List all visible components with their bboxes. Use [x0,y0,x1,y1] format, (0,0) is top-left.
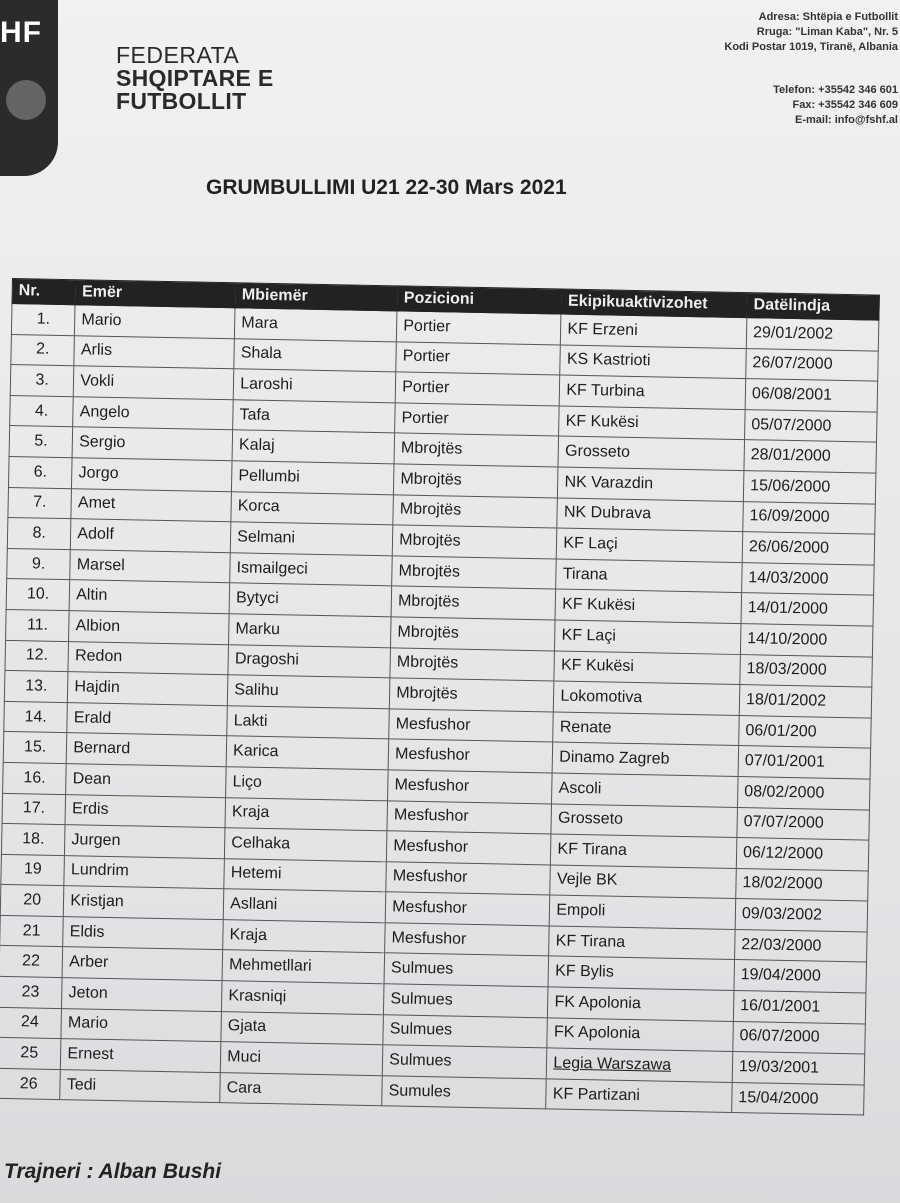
cell-last-name: Cara [220,1072,383,1106]
cell-nr: 16. [3,762,67,794]
cell-position: Mbrojtës [389,678,554,712]
cell-position: Sumules [382,1076,547,1110]
cell-first-name: Lundrim [64,855,224,889]
cell-birthdate: 14/10/2000 [740,623,873,656]
cell-position: Mesfushor [388,770,553,804]
phone-line: Telefon: +35542 346 601 [773,84,898,96]
cell-club: Empoli [550,895,736,929]
cell-position: Mbrojtës [390,647,555,681]
cell-position: Mesfushor [387,831,552,865]
cell-nr: 9. [7,548,71,580]
roster-table [0,278,880,1116]
cell-birthdate: 06/08/2001 [745,379,878,412]
cell-last-name: Salihu [228,675,391,709]
cell-last-name: Dragoshi [228,644,391,678]
col-header-mbiemer: Mbiemër [235,283,397,311]
cell-position: Mbrojtës [392,525,557,559]
cell-last-name: Pellumbi [232,461,395,495]
cell-last-name: Shala [234,338,397,372]
cell-last-name: Kraja [223,920,386,954]
cell-nr: 14. [4,701,68,733]
cell-club: KF Partizani [546,1079,732,1113]
cell-last-name: Ismailgeci [230,552,393,586]
cell-position: Mesfushor [386,861,551,895]
cell-club: Renate [553,712,739,746]
cell-club: KS Kastrioti [560,345,746,379]
cell-nr: 5. [9,426,73,458]
cell-birthdate: 14/03/2000 [742,562,875,595]
cell-birthdate: 09/03/2002 [735,899,868,932]
cell-position: Mbrojtës [394,433,559,467]
cell-birthdate: 15/04/2000 [732,1082,865,1115]
cell-first-name: Eldis [63,916,223,950]
cell-last-name: Tafa [233,400,396,434]
cell-position: Portier [397,311,562,345]
cell-position: Sulmues [384,953,549,987]
cell-first-name: Mario [61,1008,221,1042]
cell-nr: 11. [6,609,70,641]
cell-birthdate: 28/01/2000 [744,440,877,473]
cell-club: FK Apolonia [548,987,734,1021]
cell-first-name: Sergio [72,427,232,461]
cell-position: Sulmues [384,984,549,1018]
organization-name [116,44,274,113]
cell-club: NK Dubrava [557,498,743,532]
cell-club: Tirana [556,559,742,593]
cell-nr: 4. [10,395,74,427]
cell-club: KF Kukësi [559,406,745,440]
cell-last-name: Selmani [230,522,393,556]
org-line-3: FUTBOLLIT [116,88,247,114]
cell-position: Mbrojtës [391,586,556,620]
cell-nr: 12. [5,640,69,672]
cell-first-name: Erald [67,702,227,736]
cell-nr: 23 [0,976,62,1008]
org-line-1: FEDERATA [116,42,240,68]
cell-last-name: Kraja [225,797,388,831]
cell-last-name: Mara [235,308,398,342]
cell-nr: 25 [0,1038,61,1070]
cell-nr: 8. [7,518,71,550]
cell-first-name: Altin [69,580,229,614]
cell-last-name: Laroshi [233,369,396,403]
cell-club: KF Laçi [555,620,741,654]
cell-last-name: Mehmetllari [222,950,385,984]
col-header-nr: Nr. [12,279,76,305]
cell-last-name: Kalaj [232,430,395,464]
cell-birthdate: 18/02/2000 [736,868,869,901]
cell-nr: 26 [0,1068,61,1100]
cell-position: Sulmues [382,1045,547,1079]
cell-position: Mesfushor [385,892,550,926]
cell-last-name: Asllani [223,889,386,923]
cell-nr: 7. [8,487,72,519]
cell-first-name: Vokli [74,366,234,400]
cell-first-name: Bernard [66,733,226,767]
cell-position: Mbrojtës [393,494,558,528]
cell-last-name: Krasniqi [222,981,385,1015]
cell-nr: 6. [8,456,72,488]
address-line: Adresa: Shtëpia e Futbollit [758,11,898,23]
cell-nr: 20 [0,885,64,917]
cell-first-name: Jeton [62,978,222,1012]
cell-position: Mesfushor [385,923,550,957]
cell-nr: 19 [1,854,65,886]
cell-first-name: Erdis [65,794,225,828]
cell-last-name: Liço [226,767,389,801]
cell-first-name: Dean [66,764,226,798]
cell-nr: 18. [1,824,65,856]
cell-birthdate: 26/07/2000 [746,348,879,381]
cell-birthdate: 16/01/2001 [733,991,866,1024]
cell-last-name: Gjata [221,1011,384,1045]
cell-last-name: Celhaka [225,828,388,862]
cell-first-name: Mario [75,305,235,339]
cell-position: Portier [395,372,560,406]
document-title: GRUMBULLIMI U21 22-30 Mars 2021 [206,176,567,199]
cell-nr: 24 [0,1007,62,1039]
cell-club: KF Kukësi [554,651,740,685]
cell-club: Vejle BK [550,865,736,899]
cell-position: Mbrojtës [392,556,557,590]
cell-birthdate: 05/07/2000 [745,409,878,442]
cell-position: Portier [396,341,561,375]
cell-birthdate: 14/01/2000 [741,593,874,626]
cell-first-name: Marsel [70,549,230,583]
cell-last-name: Muci [220,1042,383,1076]
col-header-datelindja: Datëlindja [747,293,879,321]
fax-line: Fax: +35542 346 609 [792,99,898,111]
cell-birthdate: 08/02/2000 [737,776,870,809]
fshf-logo [0,0,58,176]
col-header-emer: Emër [75,280,235,308]
cell-first-name: Tedi [60,1069,220,1103]
address-line: Rruga: "Liman Kaba", Nr. 5 [756,26,898,38]
cell-nr: 13. [4,671,68,703]
cell-club: Grosseto [558,436,744,470]
cell-first-name: Ernest [61,1039,221,1073]
cell-first-name: Adolf [71,519,231,553]
cell-first-name: Arber [62,947,222,981]
cell-club: Legia Warszawa [547,1048,733,1082]
cell-club: KF Tirana [549,926,735,960]
cell-birthdate: 29/01/2002 [746,318,879,351]
cell-birthdate: 19/04/2000 [734,960,867,993]
col-header-pozicioni: Pozicioni [397,286,562,314]
cell-nr: 21 [0,915,64,947]
cell-birthdate: 06/12/2000 [736,838,869,871]
cell-position: Portier [395,403,560,437]
cell-club: Ascoli [552,773,738,807]
cell-nr: 2. [11,334,75,366]
cell-birthdate: 22/03/2000 [735,929,868,962]
cell-first-name: Arlis [74,335,234,369]
logo-text: HF [0,16,42,49]
org-line-2: SHQIPTARE E [116,65,274,91]
cell-position: Mesfushor [387,800,552,834]
cell-nr: 17. [2,793,66,825]
cell-first-name: Redon [68,641,228,675]
cell-first-name: Jorgo [72,458,232,492]
cell-birthdate: 18/03/2000 [740,654,873,687]
cell-position: Mesfushor [389,709,554,743]
cell-club: FK Apolonia [547,1018,733,1052]
cell-club: KF Laçi [557,528,743,562]
cell-club: KF Erzeni [561,314,747,348]
cell-nr: 15. [3,732,67,764]
cell-birthdate: 19/03/2001 [732,1052,865,1085]
eagle-icon [6,80,46,120]
cell-club: Grosseto [551,803,737,837]
cell-last-name: Korca [231,491,394,525]
cell-last-name: Marku [229,614,392,648]
cell-birthdate: 26/06/2000 [742,532,875,565]
cell-last-name: Hetemi [224,858,387,892]
address-line: Kodi Postar 1019, Tiranë, Albania [724,41,898,53]
cell-nr: 10. [6,579,70,611]
cell-last-name: Karica [226,736,389,770]
email-line: E-mail: info@fshf.al [794,114,898,126]
cell-first-name: Jurgen [65,825,225,859]
cell-position: Mbrojtës [394,464,559,498]
cell-club: KF Bylis [548,956,734,990]
cell-birthdate: 18/01/2002 [739,685,872,718]
cell-first-name: Hajdin [68,672,228,706]
coach-line: Trajneri : Alban Bushi [4,1160,222,1183]
cell-nr: 22 [0,946,63,978]
cell-birthdate: 15/06/2000 [743,471,876,504]
cell-position: Mesfushor [388,739,553,773]
cell-position: Mbrojtës [391,617,556,651]
cell-nr: 1. [11,304,75,336]
cell-position: Sulmues [383,1014,548,1048]
cell-club: Dinamo Zagreb [552,742,738,776]
cell-nr: 3. [10,365,74,397]
cell-birthdate: 16/09/2000 [743,501,876,534]
cell-club: NK Varazdin [558,467,744,501]
contact-block [724,10,898,128]
cell-club: Lokomotiva [554,681,740,715]
cell-club: KF Tirana [551,834,737,868]
cell-birthdate: 06/07/2000 [733,1021,866,1054]
cell-first-name: Angelo [73,396,233,430]
cell-club: KF Turbina [560,375,746,409]
cell-birthdate: 07/07/2000 [737,807,870,840]
cell-first-name: Amet [71,488,231,522]
cell-birthdate: 07/01/2001 [738,746,871,779]
cell-club: KF Kukësi [555,589,741,623]
cell-birthdate: 06/01/200 [739,715,872,748]
cell-last-name: Lakti [227,705,390,739]
cell-first-name: Kristjan [64,886,224,920]
cell-last-name: Bytyci [229,583,392,617]
col-header-ekipi: Ekipikuaktivizohet [561,289,747,318]
cell-first-name: Albion [69,611,229,645]
